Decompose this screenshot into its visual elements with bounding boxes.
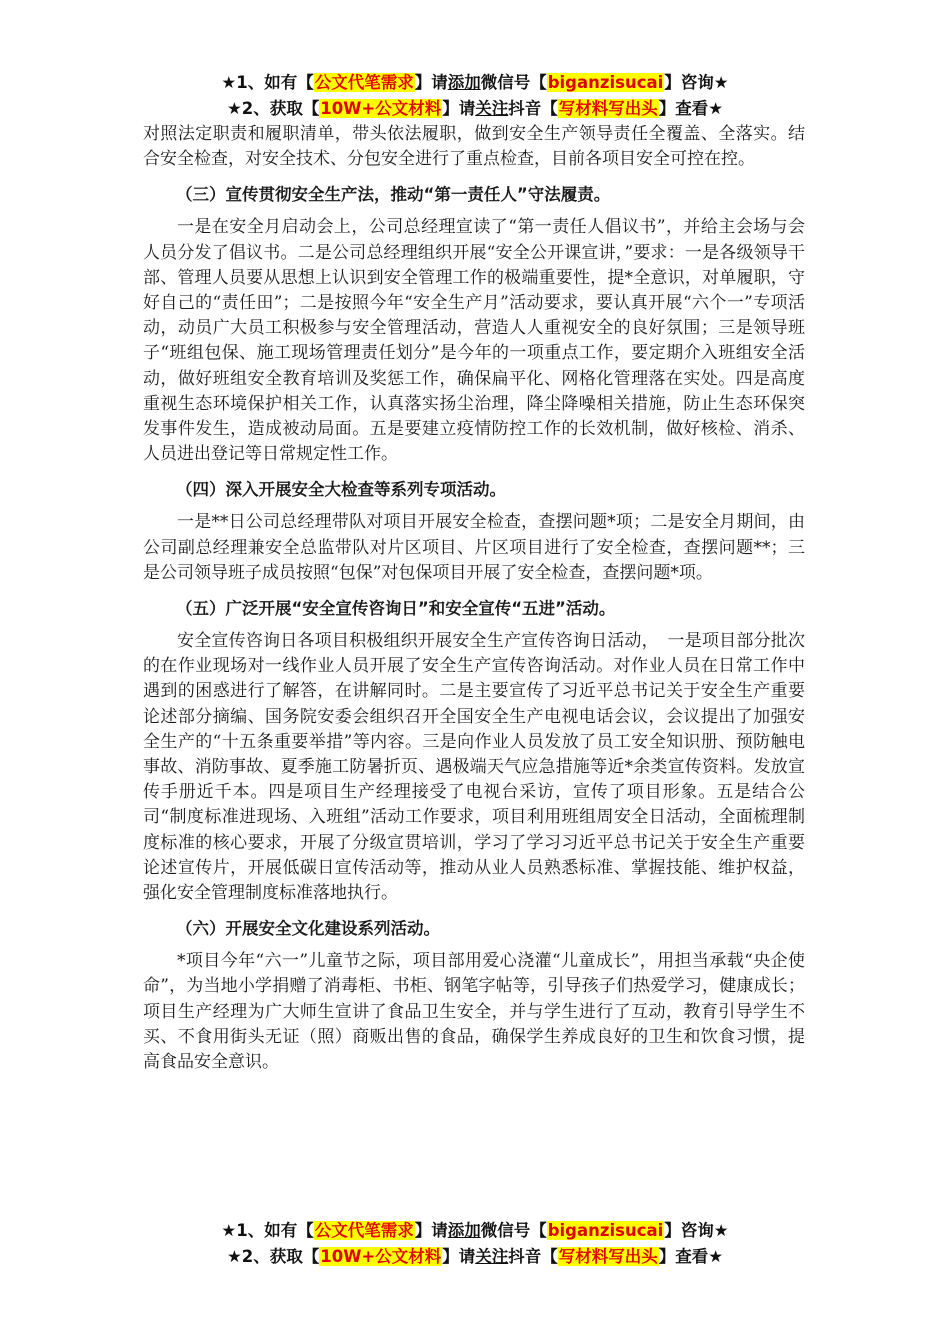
banner-text: ★2、获取【: [226, 99, 320, 118]
highlight-ghostwriting: 公文代笔需求: [314, 1221, 414, 1240]
heading-4: （四）深入开展安全大检查等系列专项活动。: [176, 480, 506, 500]
footer-banner: [0, 1218, 950, 1270]
highlight-wechat-id: biganzisucai: [547, 1221, 664, 1240]
highlight-materials: 10W+公文材料: [320, 1247, 442, 1266]
heading-5: （五）广泛开展“安全宣传咨询日”和安全宣传“五进”活动。: [176, 599, 616, 619]
banner-text: 抖音【: [508, 1247, 558, 1266]
heading-3: （三）宣传贯彻安全生产法，推动“第一责任人”守法履责。: [176, 185, 611, 205]
banner-text: 微信号【: [480, 73, 547, 92]
banner-text: 】请: [414, 1221, 448, 1240]
banner-line-1: [0, 1218, 950, 1244]
banner-text: 】查看★: [658, 99, 724, 118]
document-body: [143, 122, 805, 1075]
banner-text: 】咨询★: [664, 1221, 729, 1240]
paragraph-1: 对照法定职责和履职清单，带头依法履职，做到安全生产领导责任全覆盖、全落实。结合安全检查，对安全技术、分包安全进行了重点检查，目前各项目安全可控在控。: [143, 124, 805, 170]
highlight-ghostwriting: 公文代笔需求: [314, 73, 414, 92]
highlight-douyin-id: 写材料写出头: [558, 1247, 658, 1266]
underline-add: 添加: [447, 1221, 481, 1240]
paragraph-4: 一是**日公司总经理带队对项目开展安全检查，查摆问题*项；二是安全月期间，由公司副总经理兼安全总监带队对片区项目、片区项目进行了安全检查，查摆问题**；三是公司领导班子成员按照“包保”对包保项目开展了安全检查，查摆问题*项。: [143, 512, 805, 583]
banner-text: 微信号【: [480, 1221, 547, 1240]
banner-line-1: [0, 70, 950, 96]
paragraph-3: 一是在安全月启动会上，公司总经理宣读了“第一责任人倡议书”，并给主会场与会人员分发了倡议书。二是公司总经理组织开展“安全公开课宣讲，”要求：一是各级领导干部、管理人员要从思想上认识到安全管理工作的极端重要性，提*全意识，对单履职，守好自己的“责任田”；二是按照今年“安全生产月”活动要求，要认真开展“六个一”专项活动，动员广大员工积极参与安全管理活动，营造人人重视安全的良好氛围；三是领导班子“班组包保、施工现场管理责任划分”是今年的一项重点工作，要定期介入班组安全活动，做好班组安全教育培训及奖惩工作，确保扁平化、网格化管理落在实处。四是高度重视生态环境保护相关工作，认真落实扬尘治理，降尘降噪相关措施，防止生态环保突发事件发生，造成被动局面。五是要建立疫情防控工作的长效机制，做好核检、消杀、人员进出登记等日常规定性工作。: [143, 217, 805, 465]
paragraph-6: *项目今年“六一”儿童节之际，项目部用爱心浇灌“儿童成长”，用担当承载“央企使命”，为当地小学捐赠了消毒柜、书柜、钢笔字帖等，引导孩子们热爱学习，健康成长；项目生产经理为广大师生宣讲了食品卫生安全，并与学生进行了互动，教育引导学生不买、不食用街头无证（照）商贩出售的食品，确保学生养成良好的卫生和饮食习惯，提高食品安全意识。: [143, 951, 805, 1073]
heading-6: （六）开展安全文化建设系列活动。: [176, 919, 440, 939]
underline-follow: 关注: [475, 99, 509, 118]
banner-text: 】请: [414, 73, 448, 92]
banner-text: ★1、如有【: [221, 1221, 314, 1240]
banner-text: ★2、获取【: [226, 1247, 320, 1266]
banner-text: 】查看★: [658, 1247, 724, 1266]
banner-text: 】请: [442, 1247, 476, 1266]
banner-text: ★1、如有【: [221, 73, 314, 92]
header-banner: [0, 70, 950, 122]
banner-text: 】请: [442, 99, 476, 118]
highlight-douyin-id: 写材料写出头: [558, 99, 658, 118]
banner-text: 抖音【: [508, 99, 558, 118]
paragraph-5: 安全宣传咨询日各项目积极组织开展安全生产宣传咨询日活动， 一是项目部分批次的在作业现场对一线作业人员开展了安全生产宣传咨询活动。对作业人员在日常工作中遇到的困惑进行了解答，在讲解同时。二是主要宣传了习近平总书记关于安全生产重要论述部分摘编、国务院安委会组织召开全国安全生产电视电话会议，会议提出了加强安全生产的“十五条重要举措”等内容。三是向作业人员发放了员工安全知识册、预防触电事故、消防事故、夏季施工防暑折页、遇极端天气应急措施等近*余类宣传资料。发放宣传手册近千本。四是项目生产经理接受了电视台采访，宣传了项目形象。五是结合公司“制度标准进现场、入班组”活动工作要求，项目利用班组周安全日活动，全面梳理制度标准的核心要求，开展了分级宣贯培训，学习了学习习近平总书记关于安全生产重要论述宣传片，开展低碳日宣传活动等，推动从业人员熟悉标准、掌握技能、维护权益，强化安全管理制度标准落地执行。: [143, 631, 805, 904]
highlight-wechat-id: biganzisucai: [547, 73, 664, 92]
banner-line-2: [0, 1244, 950, 1270]
banner-text: 】咨询★: [664, 73, 729, 92]
highlight-materials: 10W+公文材料: [320, 99, 442, 118]
underline-follow: 关注: [475, 1247, 509, 1266]
banner-line-2: [0, 96, 950, 122]
underline-add: 添加: [447, 73, 481, 92]
